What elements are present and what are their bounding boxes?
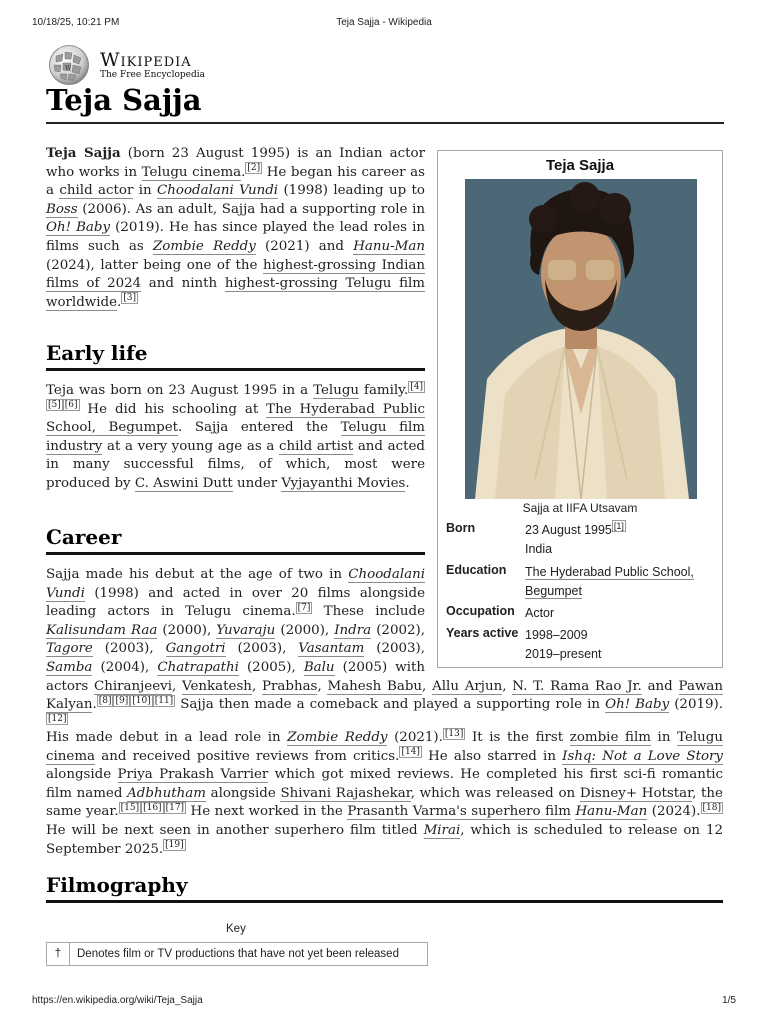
link-highest-grossing-telugu[interactable]: highest-grossing Telugu film worldwide: [46, 276, 425, 310]
ref-3[interactable]: [3]: [123, 293, 137, 304]
link-zombie-film[interactable]: zombie film: [569, 730, 651, 745]
infobox: [437, 150, 723, 668]
education-link[interactable]: The Hyderabad Public School,: [525, 565, 694, 579]
print-url: https://en.wikipedia.org/wiki/Teja_Sajja: [32, 995, 203, 1006]
key-description: Denotes film or TV productions that have not yet been released: [77, 948, 399, 960]
ref-11[interactable]: [11]: [154, 695, 174, 706]
years-active-2: 2019–present: [525, 647, 602, 661]
infobox-title: Teja Sajja: [545, 157, 615, 174]
link-zombie-reddy-2[interactable]: Zombie Reddy: [287, 730, 388, 745]
ref-1[interactable]: [1]: [613, 520, 624, 531]
years-active-1: 1998–2009: [525, 628, 588, 642]
ref-19[interactable]: [19]: [165, 840, 184, 851]
education-link-2[interactable]: Begumpet: [525, 584, 582, 598]
link-ishq[interactable]: Ishq: Not a Love Story: [562, 748, 723, 764]
link-kalisundam-raa[interactable]: Kalisundam Raa: [46, 622, 158, 638]
link-choodalani-vundi[interactable]: Choodalani Vundi: [157, 183, 279, 199]
link-balu[interactable]: Balu: [303, 659, 335, 675]
filmography-key-title: Key: [226, 923, 246, 935]
link-child-actor[interactable]: child actor: [59, 183, 134, 199]
section-heading-career: Career: [46, 525, 122, 549]
portrait-illustration: [465, 179, 697, 499]
link-hanu-man[interactable]: Hanu-Man: [353, 238, 425, 254]
link-telugu-cinema[interactable]: Telugu cinema: [141, 164, 242, 180]
link-samba[interactable]: Samba: [46, 659, 93, 675]
wordmark-name: Wikipedia: [100, 48, 192, 71]
portrait-photo[interactable]: [465, 179, 697, 499]
section-divider: [46, 900, 723, 903]
print-datetime: 10/18/25, 10:21 PM: [32, 17, 120, 28]
link-allu-arjun[interactable]: Allu Arjun: [432, 678, 503, 694]
title-divider: [46, 122, 724, 124]
link-pawan-kalyan[interactable]: Pawan Kalyan: [46, 678, 724, 713]
ref-5[interactable]: [5]: [48, 400, 61, 411]
ref-13[interactable]: [13]: [444, 728, 464, 739]
link-chiranjeevi[interactable]: Chiranjeevi: [93, 678, 172, 694]
link-ntr-jr[interactable]: N. T. Rama Rao Jr.: [512, 678, 642, 694]
link-shivani-rajashekar[interactable]: Shivani Rajashekar: [280, 785, 411, 801]
ref-7[interactable]: [7]: [297, 602, 311, 613]
ref-16[interactable]: [16]: [143, 802, 162, 813]
career-paragraph-1: Sajja made his debut at the age of two in Choodalani Vundi (1998) and acted in over 20 films alongside leading actors in Telugu cinema. [7] These include Kalisundam Raa (2000), Yuvaraju (2000), Indra (2002), Tagore (2003), Gangotri (2003), Vasantam (2003), Samba (2004), Chatrapathi (2005), Balu (2005) with actors Chiranjeevi, Venkatesh, Prabhas, Mahesh Babu, Allu Arjun, N. T. Rama Rao Jr. and Pawan Kalyan. [8] [9] [10] [11] Sajja then made a comeback and played a supporting role in Oh! Baby (2019).[12]: [46, 567, 724, 725]
wikipedia-globe-icon: [46, 44, 92, 86]
ref-2[interactable]: [2]: [247, 163, 261, 174]
link-venkatesh[interactable]: Venkatesh: [182, 678, 252, 694]
occupation-value: Actor: [525, 606, 555, 620]
wikipedia-logo[interactable]: [46, 44, 205, 86]
link-adbhutham[interactable]: Adbhutham: [127, 785, 206, 801]
link-gangotri[interactable]: Gangotri: [165, 641, 226, 657]
section-heading-filmography: Filmography: [46, 873, 188, 897]
link-indra[interactable]: Indra: [334, 622, 372, 638]
link-chatrapathi[interactable]: Chatrapathi: [157, 659, 239, 675]
wikipedia-wordmark: [100, 50, 205, 81]
link-disney-hotstar[interactable]: Disney+ Hotstar: [579, 785, 693, 801]
link-zombie-reddy[interactable]: Zombie Reddy: [152, 238, 256, 254]
filmography-key-table: [46, 942, 428, 966]
link-vyjayanthi-movies[interactable]: Vyjayanthi Movies: [281, 475, 406, 491]
born-place: India: [525, 542, 553, 556]
link-hanu-man-2[interactable]: Hanu-Man: [575, 804, 648, 820]
ref-18[interactable]: [18]: [702, 802, 721, 813]
print-page-number: 1/5: [722, 995, 736, 1006]
ref-14[interactable]: [14]: [401, 747, 420, 758]
lead-paragraph: Teja Sajja (born 23 August 1995) is an Indian actor who works in Telugu cinema. [2] He began his career as a child actor in Choodalani Vundi (1998) leading up to Boss (2006). As an adult, Sajja had a supporting role in Oh! Baby (2019). He has since played the lead roles in films such as Zombie Reddy (2021) and Hanu-Man (2024), latter being one of the highest-grossing Indian films of 2024 and ninth highest-grossing Telugu film worldwide. [3]: [46, 145, 426, 310]
print-page-title: Teja Sajja - Wikipedia: [336, 17, 432, 28]
link-oh-baby[interactable]: Oh! Baby: [46, 220, 111, 236]
career-paragraph-2: His made debut in a lead role in Zombie Reddy (2021). [13] It is the first zombie film in Telugu cinema and received positive reviews from critics. [14] He also starred in Ishq: Not a Love Story alongside Priya Prakash Varrier which got mixed reviews. He completed his first sci-fi romantic film named Adbhutham alongside Shivani Rajashekar, which was released on Disney+ Hotstar, the same year. [15] [16] [17] He next worked in the Prasanth Varma's superhero film Hanu-Man (2024). [18] He will be next seen in another superhero film titled Mirai, which is scheduled to release on 12 September 2025. [19]: [46, 728, 723, 857]
years-active-label: Years active: [446, 626, 519, 640]
born-date: 23 August 1995: [525, 523, 612, 537]
link-telugu-film-industry[interactable]: Telugu film industry: [46, 420, 425, 454]
link-telugu-cinema-2[interactable]: Telugu cinema: [46, 730, 723, 764]
ref-4[interactable]: [4]: [410, 381, 423, 392]
wordmark-tagline: The Free Encyclopedia: [100, 69, 205, 80]
link-mirai[interactable]: Mirai: [423, 822, 461, 838]
section-divider: [46, 552, 425, 555]
link-choodalani-vundi-2[interactable]: Choodalani Vundi: [46, 567, 425, 601]
link-mahesh-babu[interactable]: Mahesh Babu: [327, 678, 423, 694]
photo-caption: Sajja at IIFA Utsavam: [522, 501, 638, 515]
link-highest-grossing-2024[interactable]: highest-grossing Indian films of 2024: [46, 257, 425, 292]
link-prabhas[interactable]: Prabhas: [261, 678, 318, 694]
svg-text:W: W: [65, 65, 72, 72]
ref-15[interactable]: [15]: [120, 802, 140, 813]
ref-6[interactable]: [6]: [64, 400, 78, 411]
born-label: Born: [446, 521, 476, 535]
link-boss[interactable]: Boss: [46, 201, 78, 217]
ref-9[interactable]: [9]: [115, 695, 129, 706]
link-vasantam[interactable]: Vasantam: [298, 641, 365, 657]
ref-12[interactable]: [12]: [48, 714, 67, 725]
page-title: Teja Sajja: [46, 83, 202, 117]
link-oh-baby-2[interactable]: Oh! Baby: [605, 697, 670, 713]
link-prasanth-varma[interactable]: Prasanth Varma's superhero film: [347, 804, 572, 820]
link-priya-prakash-varrier[interactable]: Priya Prakash Varrier: [117, 767, 269, 783]
link-aswini-dutt[interactable]: C. Aswini Dutt: [134, 475, 233, 491]
ref-17[interactable]: [17]: [165, 802, 185, 813]
ref-8[interactable]: [8]: [98, 695, 112, 706]
link-tagore[interactable]: Tagore: [46, 641, 93, 657]
link-yuvaraju[interactable]: Yuvaraju: [216, 622, 276, 638]
education-label: Education: [446, 563, 507, 577]
link-child-artist[interactable]: child artist: [278, 438, 354, 454]
link-telugu-family[interactable]: Telugu: [313, 383, 360, 398]
occupation-label: Occupation: [446, 604, 515, 618]
ref-10[interactable]: [10]: [132, 695, 151, 706]
section-heading-early-life: Early life: [46, 341, 148, 365]
early-life-paragraph: Teja was born on 23 August 1995 in a Telugu family. [4][5] [6] He did his schooling at The Hyderabad Public School, Begumpet. Sajja entered the Telugu film industry at a very young age as a child artist and acted in many successful films, of which, most were produced by C. Aswini Dutt under Vyjayanthi Movies.: [46, 381, 426, 491]
link-hyderabad-public-school[interactable]: The Hyderabad Public School, Begumpet: [46, 401, 426, 436]
dagger-symbol: †: [47, 943, 70, 965]
section-divider: [46, 368, 425, 371]
